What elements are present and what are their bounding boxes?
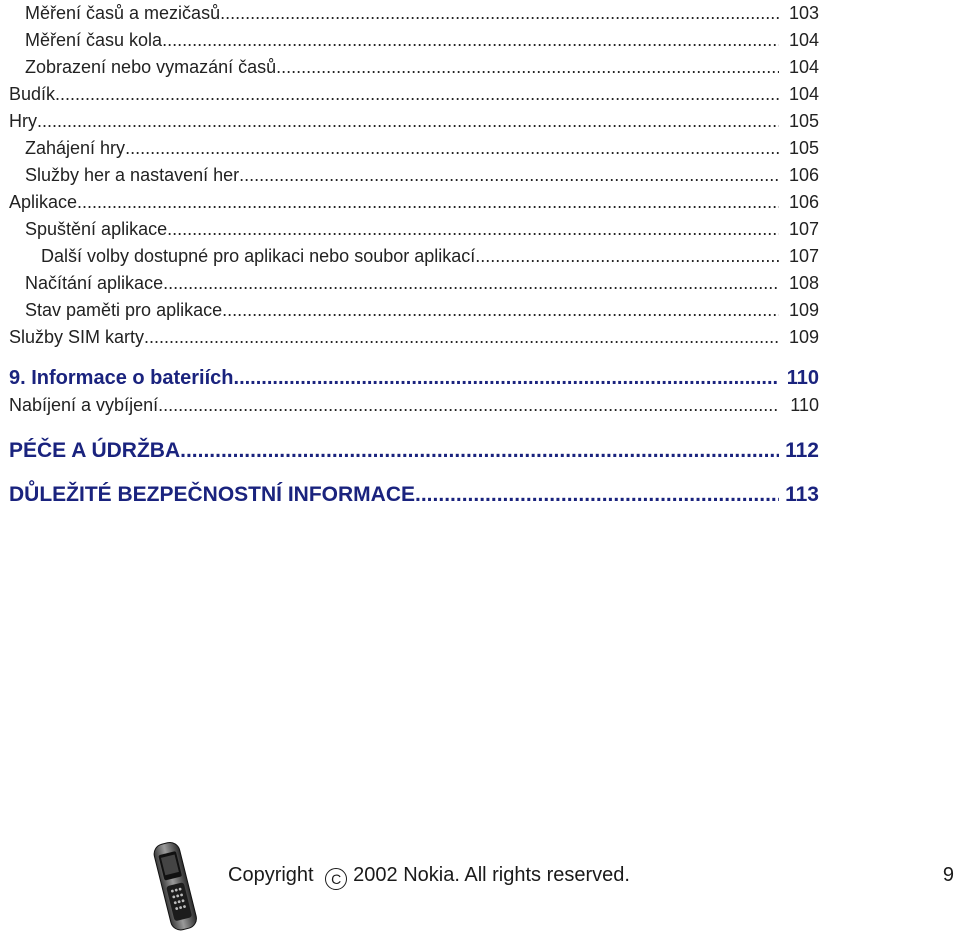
toc-entry[interactable] — [9, 324, 819, 351]
toc-entry-title: Budík — [9, 84, 56, 104]
toc-entry-page: 109 — [788, 300, 819, 320]
toc-entry-title: Služby SIM karty — [9, 327, 145, 347]
toc-entry-title: Měření časů a mezičasů — [25, 3, 221, 23]
toc-entry-title: Zobrazení nebo vymazání časů — [25, 57, 277, 77]
dot-leader — [239, 162, 779, 189]
dot-leader — [234, 365, 779, 392]
toc-entry[interactable] — [9, 243, 819, 270]
toc-entry[interactable] — [9, 54, 819, 81]
toc-entry-title: Aplikace — [9, 192, 78, 212]
toc-entry[interactable] — [9, 189, 819, 216]
table-of-contents — [9, 0, 819, 511]
toc-major-heading[interactable] — [9, 435, 819, 467]
phone-icon — [148, 838, 204, 932]
toc-entry-page: 105 — [788, 138, 819, 158]
dot-leader — [37, 108, 779, 135]
toc-entry-title: Nabíjení a vybíjení — [9, 395, 159, 415]
toc-entry[interactable] — [9, 108, 819, 135]
toc-entry-title: Měření času kola — [25, 30, 163, 50]
toc-chapter-heading[interactable] — [9, 365, 819, 392]
dot-leader — [77, 189, 779, 216]
dot-leader — [163, 270, 779, 297]
toc-entry[interactable] — [9, 392, 819, 419]
dot-leader — [475, 243, 779, 270]
toc-entry-title: Hry — [9, 111, 37, 131]
toc-entry-title: 9. Informace o bateriích — [9, 367, 234, 389]
dot-leader — [162, 27, 779, 54]
toc-entry-page: 109 — [788, 327, 819, 347]
copyright-text: 2002 Nokia. All rights reserved. — [353, 864, 630, 886]
toc-entry-title: PÉČE A ÚDRŽBA — [9, 439, 181, 462]
toc-entry[interactable] — [9, 270, 819, 297]
toc-entry-title: DŮLEŽITÉ BEZPEČNOSTNÍ INFORMACE — [9, 483, 416, 506]
toc-entry-title: Další volby dostupné pro aplikaci nebo soubor aplikací — [41, 246, 476, 266]
toc-entry-page: 107 — [788, 219, 819, 239]
dot-leader — [276, 54, 779, 81]
toc-entry-title: Zahájení hry — [25, 138, 126, 158]
toc-entry-title: Načítání aplikace — [25, 273, 164, 293]
toc-entry-page: 110 — [786, 367, 819, 389]
toc-entry[interactable] — [9, 135, 819, 162]
page-footer — [0, 838, 960, 932]
toc-entry[interactable] — [9, 297, 819, 324]
toc-entry[interactable] — [9, 27, 819, 54]
dot-leader — [125, 135, 779, 162]
toc-entry-page: 112 — [785, 439, 819, 462]
toc-entry[interactable] — [9, 162, 819, 189]
copyright-icon: C — [325, 868, 347, 890]
toc-entry-page: 106 — [788, 192, 819, 212]
toc-entry-title: Spuštění aplikace — [25, 219, 168, 239]
toc-entry-page: 107 — [788, 246, 819, 266]
toc-entry-page: 110 — [790, 395, 819, 415]
toc-entry-title: Služby her a nastavení her — [25, 165, 240, 185]
toc-entry-page: 105 — [788, 111, 819, 131]
toc-entry-page: 103 — [788, 3, 819, 23]
toc-entry[interactable] — [9, 0, 819, 27]
toc-entry[interactable] — [9, 81, 819, 108]
copyright-notice — [228, 864, 630, 890]
dot-leader — [222, 297, 779, 324]
dot-leader — [167, 216, 779, 243]
dot-leader — [180, 435, 779, 467]
toc-entry-page: 108 — [788, 273, 819, 293]
dot-leader — [55, 81, 779, 108]
toc-major-heading[interactable] — [9, 479, 819, 511]
toc-entry-page: 104 — [788, 84, 819, 104]
dot-leader — [220, 0, 779, 27]
toc-entry[interactable] — [9, 216, 819, 243]
dot-leader — [415, 479, 779, 511]
dot-leader — [158, 392, 779, 419]
page-number: 9 — [942, 864, 954, 886]
dot-leader — [144, 324, 779, 351]
copyright-prefix: Copyright — [228, 864, 314, 886]
toc-entry-page: 104 — [788, 57, 819, 77]
toc-entry-page: 113 — [785, 483, 819, 506]
toc-entry-page: 104 — [788, 30, 819, 50]
toc-entry-title: Stav paměti pro aplikace — [25, 300, 223, 320]
toc-entry-page: 106 — [788, 165, 819, 185]
